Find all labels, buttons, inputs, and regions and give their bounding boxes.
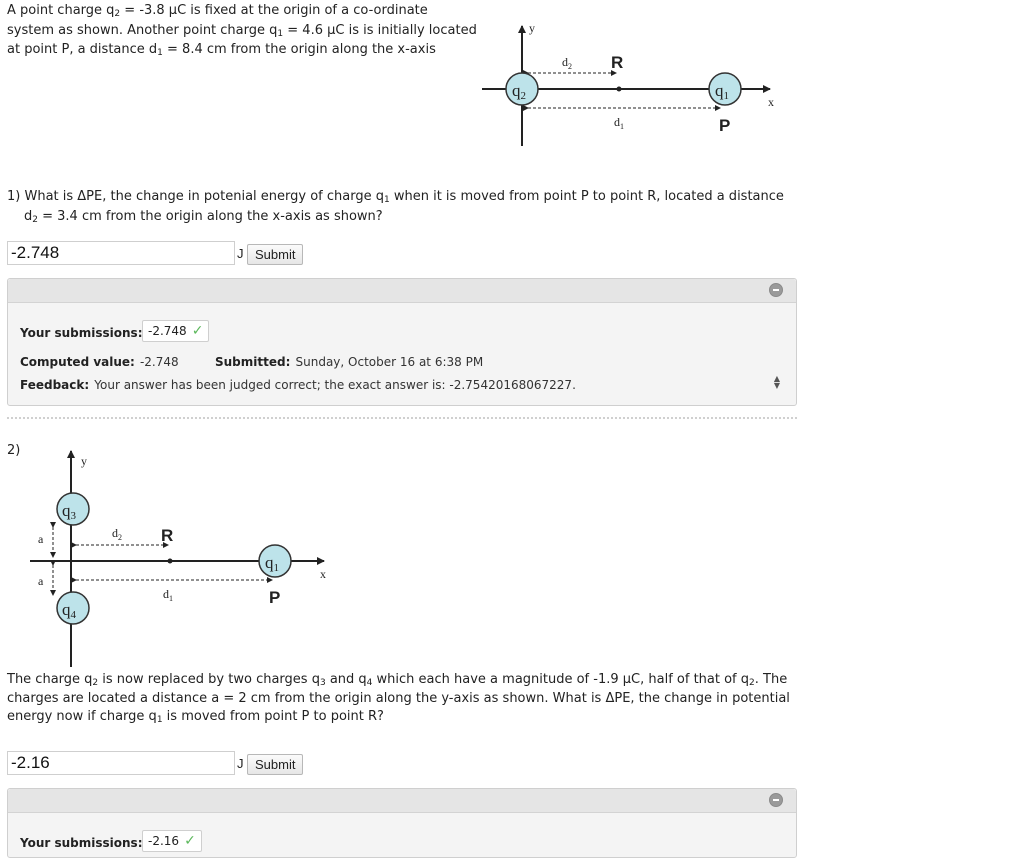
point-p-label: P	[269, 588, 281, 607]
charge-q2-label: q2	[512, 81, 526, 102]
x-axis-label: x	[320, 567, 326, 581]
unit-label-1: J	[237, 246, 244, 261]
charge-q3-label: q3	[62, 501, 76, 522]
question-2-line-1: The charge $q_2$ is now replaced by two charges $q_3$ and $q_4$ which each have a magnitude of -1.9 μC, half of that of $q_2$. The	[7, 672, 788, 688]
expand-arrows-icon[interactable]: ▲ ▼	[773, 374, 781, 390]
computed-value: -2.748	[139, 355, 179, 369]
question-2-number: 2)	[7, 443, 21, 458]
d1-label: $d_1$	[163, 587, 173, 603]
unit-label-2: J	[237, 756, 244, 771]
charge-q4-label: q4	[62, 600, 76, 621]
submission-panel-2	[7, 788, 797, 858]
submission-chip-1	[142, 320, 209, 342]
feedback-text: Your answer has been judged correct; the exact answer is: -2.75420168067227.	[94, 378, 576, 392]
charge-q1-label: q1	[715, 81, 729, 102]
question-1	[7, 187, 797, 226]
answer-input-1[interactable]	[7, 241, 235, 265]
question-2-line-2: charges are located a distance a = 2 cm from the origin along the y-axis as shown. What is ΔPE, the change in potential	[7, 690, 790, 706]
diagram-2	[22, 445, 342, 673]
y-axis-label: y	[81, 454, 87, 468]
submission-chip-2	[142, 830, 202, 852]
question-2	[7, 671, 802, 727]
your-submissions-label-2: Your submissions:	[20, 836, 143, 850]
y-axis-label: y	[529, 21, 535, 35]
problem-intro	[7, 1, 487, 60]
point-r	[168, 559, 173, 564]
answer-input-2[interactable]	[7, 751, 235, 775]
collapse-icon[interactable]	[769, 793, 783, 807]
panel-header-2	[8, 789, 796, 813]
intro-line-3: at point P, a distance $d_1 = 8.4$ cm from the origin along the x-axis	[7, 42, 436, 58]
d2-label: $d_2$	[562, 55, 572, 71]
question-1-line-2: $d_2 = 3.4$ cm from the origin along the x-axis as shown?	[24, 208, 383, 225]
collapse-icon[interactable]	[769, 283, 783, 297]
intro-line-1: A point charge $q_2 = -3.8$ μC is fixed at the origin of a co-ordinate	[7, 3, 428, 19]
point-r-label: R	[161, 526, 174, 545]
point-r	[617, 87, 622, 92]
checkmark-icon: ✓	[191, 323, 204, 339]
x-axis-label: x	[768, 95, 774, 109]
question-1-line-1: 1) What is ΔPE, the change in potenial energy of charge $q_1$ when it is moved from point P to point R, located a distance	[7, 189, 784, 205]
diagram-1	[470, 14, 790, 154]
a-top-label: a	[38, 532, 44, 546]
intro-line-2: system as shown. Another point charge $q_1 = 4.6$ μC is is initially located	[7, 22, 477, 39]
submission-panel-1	[7, 278, 797, 406]
question-2-line-3: energy now if charge $q_1$ is moved from point P to point R?	[7, 709, 384, 725]
submission-value-2: -2.16	[148, 834, 180, 848]
feedback-row: Feedback: Your answer has been judged correct; the exact answer is: -2.75420168067227.	[20, 378, 576, 392]
section-divider	[7, 417, 797, 419]
panel-header-1	[8, 279, 796, 303]
charge-q1-label: q1	[265, 553, 279, 574]
submit-button-2[interactable]: Submit	[247, 754, 303, 775]
submitted-row: Submitted: Sunday, October 16 at 6:38 PM	[215, 355, 484, 369]
computed-value-row: Computed value: -2.748	[20, 355, 179, 369]
point-r-label: R	[611, 53, 624, 72]
your-submissions-label-1: Your submissions:	[20, 326, 143, 340]
checkmark-icon: ✓	[184, 833, 196, 849]
submission-value-1: -2.748	[148, 324, 187, 338]
point-p-label: P	[719, 116, 731, 135]
d1-label: $d_1$	[614, 115, 624, 131]
a-bottom-label: a	[38, 574, 44, 588]
submitted-timestamp: Sunday, October 16 at 6:38 PM	[295, 355, 484, 369]
submit-button-1[interactable]: Submit	[247, 244, 303, 265]
d2-label: $d_2$	[112, 526, 122, 542]
